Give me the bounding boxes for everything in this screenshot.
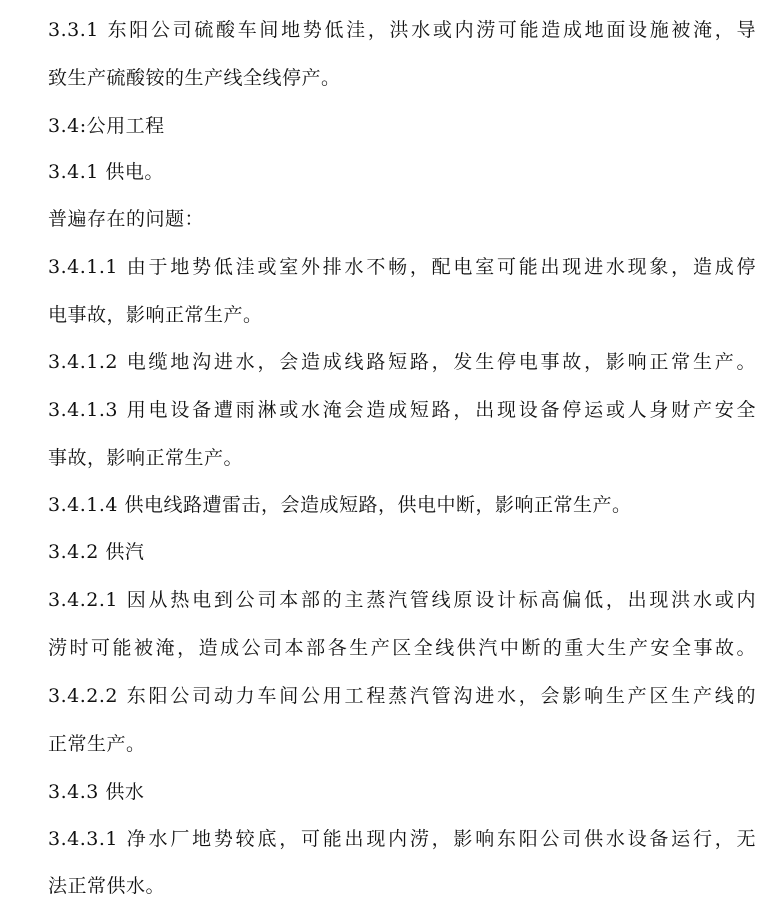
text-line-3-4-2-2-cont: 正常生产。 xyxy=(48,733,146,755)
common-issues-heading: 普遍存在的问题： xyxy=(48,208,205,230)
text-line-3-4-3-1-cont: 法正常供水。 xyxy=(48,875,166,897)
text-line-3-4-3-1: 3.4.3.1 净水厂地势较底，可能出现内涝，影响东阳公司供水设备运行，无 xyxy=(48,828,756,850)
subsection-heading-3-4-2: 3.4.2 供汽 xyxy=(48,541,145,563)
text-line-3-4-2-1-cont: 涝时可能被淹，造成公司本部各生产区全线供汽中断的重大生产安全事故。 xyxy=(48,637,756,659)
text-line-3-4-1-4: 3.4.1.4 供电线路遭雷击，会造成短路，供电中断，影响正常生产。 xyxy=(48,494,632,516)
text-line-3-4-2-2: 3.4.2.2 东阳公司动力车间公用工程蒸汽管沟进水，会影响生产区生产线的 xyxy=(48,685,756,707)
subsection-heading-3-4-3: 3.4.3 供水 xyxy=(48,781,145,803)
text-line-3-3-1-cont: 致生产硫酸铵的生产线全线停产。 xyxy=(48,67,341,89)
text-line-3-4-1-1: 3.4.1.1 由于地势低洼或室外排水不畅，配电室可能出现进水现象，造成停 xyxy=(48,256,756,278)
text-line-3-3-1: 3.3.1 东阳公司硫酸车间地势低洼，洪水或内涝可能造成地面设施被淹，导 xyxy=(48,19,756,41)
section-heading-3-4: 3.4:公用工程 xyxy=(48,115,165,137)
text-line-3-4-1-2: 3.4.1.2 电缆地沟进水，会造成线路短路，发生停电事故，影响正常生产。 xyxy=(48,351,756,373)
text-line-3-4-2-1: 3.4.2.1 因从热电到公司本部的主蒸汽管线原设计标高偏低，出现洪水或内 xyxy=(48,589,756,611)
text-line-3-4-1-3: 3.4.1.3 用电设备遭雨淋或水淹会造成短路，出现设备停运或人身财产安全 xyxy=(48,399,756,421)
subsection-heading-3-4-1: 3.4.1 供电。 xyxy=(48,161,164,183)
text-line-3-4-1-3-cont: 事故，影响正常生产。 xyxy=(48,447,244,469)
text-line-3-4-1-1-cont: 电事故，影响正常生产。 xyxy=(48,304,263,326)
